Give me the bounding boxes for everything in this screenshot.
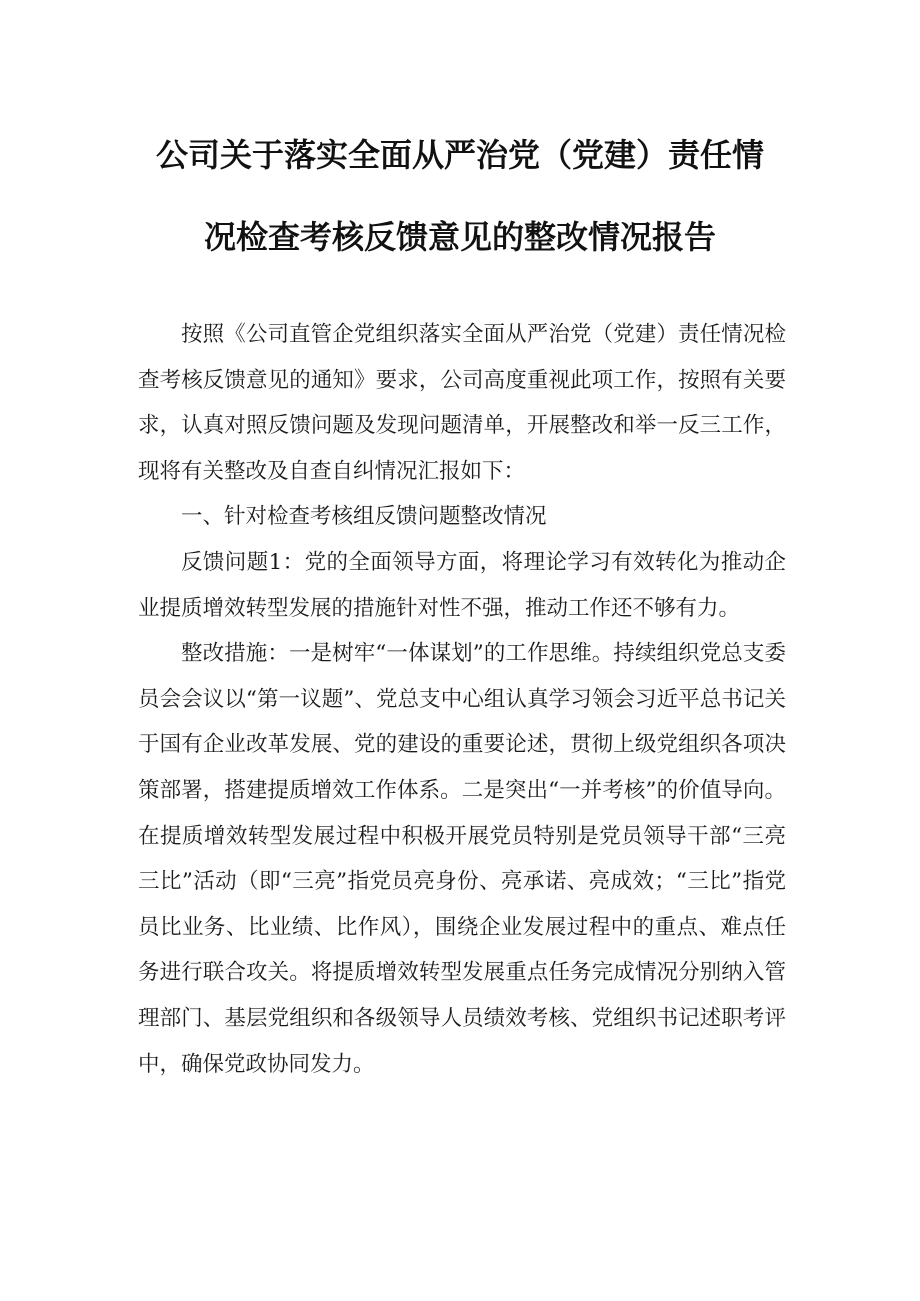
document-title-line-1: 公司关于落实全面从严治党（党建）责任情 bbox=[155, 136, 764, 174]
section-heading: 一、针对检查考核组反馈问题整改情况 bbox=[181, 504, 547, 530]
document-body bbox=[138, 312, 786, 1087]
document-title-line-2: 况检查考核反馈意见的整改情况报告 bbox=[203, 218, 716, 256]
intro-paragraph: 按照《公司直管企党组织落实全面从严治党（党建）责任情况检查考核反馈意见的通知》要求，公司高度重视此项工作，按照有关要求，认真对照反馈问题及发现问题清单，开展整改和举一反三工作，现将有关整改及自查自纠情况汇报如下： bbox=[138, 322, 786, 484]
feedback-issue-paragraph: 反馈问题1：党的全面领导方面，将理论学习有效转化为推动企业提质增效转型发展的措施针对性不强，推动工作还不够有力。 bbox=[138, 549, 786, 621]
rectification-measures-paragraph: 整改措施：一是树牢“一体谋划”的工作思维。持续组织党总支委员会会议以“第一议题”、党总支中心组认真学习领会习近平总书记关于国有企业改革发展、党的建设的重要论述，贯彻上级党组织各项决策部署，搭建提质增效工作体系。二是突出“一并考核”的价值导向。在提质增效转型发展过程中积极开展党员特别是党员领导干部“三亮三比”活动（即“三亮”指党员亮身份、亮承诺、亮成效；“三比”指党员比业务、比业绩、比作风），围绕企业发展过程中的重点、难点任务进行联合攻关。将提质增效转型发展重点任务完成情况分别纳入管理部门、基层党组织和各级领导人员绩效考核、党组织书记述职考评中，确保党政协同发力。 bbox=[138, 641, 786, 1077]
